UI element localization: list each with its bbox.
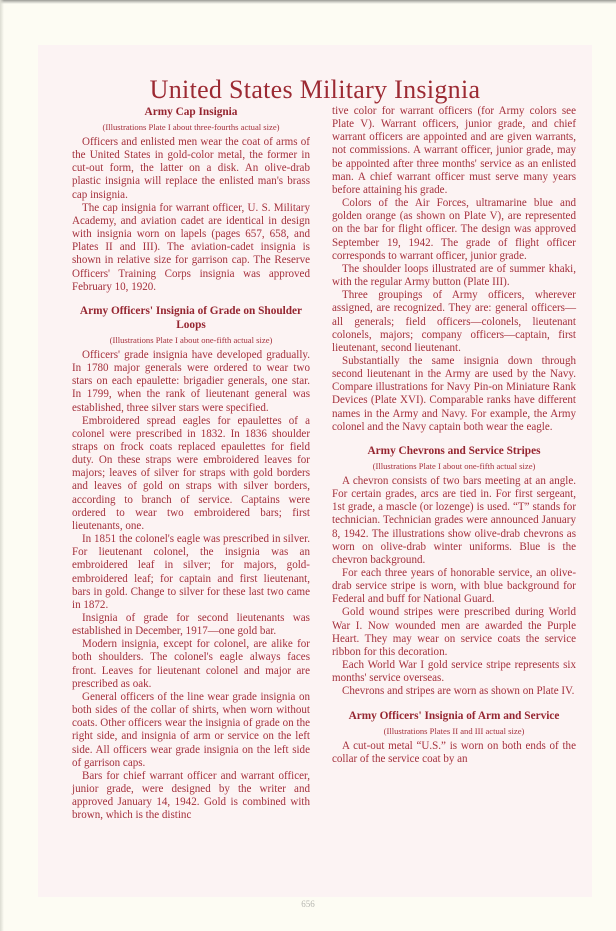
section-continued-text bbox=[332, 105, 576, 434]
section-army-cap-insignia bbox=[72, 105, 310, 294]
left-column bbox=[72, 105, 310, 823]
paragraph: Officers and enlisted men wear the coat of arms of the United States in gold-color metal, the former in cut-out form, the latter on a disk. An olive-drab plastic insignia will replace the enlisted man's brass cap insignia. bbox=[72, 136, 310, 201]
page-title: United States Military Insignia bbox=[149, 75, 481, 105]
section-heading: Army Officers' Insignia of Grade on Shoulder Loops bbox=[79, 304, 303, 331]
section-chevrons-service-stripes bbox=[332, 444, 576, 699]
section-arm-and-service-insignia bbox=[332, 709, 576, 766]
section-subheading: (Illustrations Plate I about one-fifth actual size) bbox=[109, 334, 273, 345]
paragraph: Gold wound stripes were prescribed during World War I. Now wounded men are awarded the Purple Heart. They may wear on service coats the service ribbon for this decoration. bbox=[332, 606, 576, 658]
section-heading: Army Chevrons and Service Stripes bbox=[367, 444, 541, 457]
paragraph: A chevron consists of two bars meeting at an angle. For certain grades, arcs are tied in. For first sergeant, 1st grade, a mascle (or lozenge) is used. “T” stands for technician. Technician grades were announced January 8, 1942. The illustrations show olive-drab chevrons as worn on olive-drab winter uniforms. Blue is the chevron background. bbox=[332, 474, 576, 566]
scan-top-edge bbox=[0, 0, 616, 4]
section-subheading: (Illustrations Plates II and III actual size) bbox=[383, 725, 525, 736]
paragraph: The shoulder loops illustrated are of summer khaki, with the regular Army button (Plate III). bbox=[332, 262, 576, 289]
section-heading: Army Cap Insignia bbox=[144, 106, 238, 118]
paragraph: Three groupings of Army officers, wherever assigned, are recognized. They are: general officers—all generals; field officers—colonels, lieutenant colonels, majors; company officers—captain, first lieutenant, second lieutenant. bbox=[332, 289, 576, 354]
paragraph: Bars for chief warrant officer and warrant officer, junior grade, were designed by the writer and approved January 14, 1942. Gold is combined with brown, which is the distinc bbox=[72, 769, 310, 822]
paragraph: A cut-out metal “U.S.” is worn on both ends of the collar of the service coat by an bbox=[332, 739, 576, 765]
section-subheading: (Illustrations Plate I about one-fifth actual size) bbox=[372, 460, 536, 471]
section-subheading: (Illustrations Plate I about three-fourths actual size) bbox=[102, 122, 280, 132]
paragraph: For each three years of honorable service, an olive-drab service stripe is worn, with blue background for Federal and buff for National Guard. bbox=[332, 567, 576, 606]
paragraph: Modern insignia, except for colonel, are alike for both shoulders. The colonel's eagle always faces front. Leaves for lieutenant colonel and major are prescribed as oak. bbox=[72, 638, 310, 690]
paragraph: Insignia of grade for second lieutenants was established in December, 1917—one gold bar. bbox=[72, 612, 310, 638]
paragraph: Each World War I gold service stripe represents six months' service overseas. bbox=[332, 659, 576, 685]
right-column bbox=[332, 105, 576, 766]
paragraph: Colors of the Air Forces, ultramarine blue and golden orange (as shown on Plate V), are represented on the bar for flight officer. The design was approved September 19, 1942. The grade of flight officer corresponds to warrant officer, junior grade. bbox=[332, 197, 576, 262]
paragraph: tive color for warrant officers (for Army colors see Plate V). Warrant officers, junior grade, and chief warrant officers are appointed and are given warrants, not commissions. A warrant officer, junior grade, may be appointed after three months' service as an enlisted man. A chief warrant officer must serve many years before attaining his grade. bbox=[332, 105, 576, 196]
section-officers-grade-insignia bbox=[72, 304, 310, 823]
paragraph: Chevrons and stripes are worn as shown on Plate IV. bbox=[342, 685, 575, 698]
paragraph: The cap insignia for warrant officer, U. S. Military Academy, and aviation cadet are identical in design with insignia worn on lapels (pages 657, 658, and Plates II and III). The aviation-cadet insignia is shown in relative size for garrison cap. The Reserve Officers' Training Corps insignia was approved February 10, 1920. bbox=[72, 201, 310, 293]
scan-left-edge bbox=[0, 0, 4, 931]
paragraph: Embroidered spread eagles for epaulettes of a colonel were prescribed in 1832. In 1836 shoulder straps on frock coats replaced epaulettes for field duty. On these straps were embroidered leaves for majors; leaves of silver for straps with gold borders and leaves of gold on straps with silver borders, according to branch of service. Captains were ordered to wear two embroidered bars; first lieutenants, one. bbox=[72, 414, 310, 532]
document-page bbox=[38, 45, 592, 897]
paragraph: Officers' grade insignia have developed gradually. In 1780 major generals were ordered to wear two stars on each epaulette: brigadier generals, one star. In 1799, when the rank of lieutenant general was established, three silver stars were specified. bbox=[72, 348, 310, 414]
paragraph: Substantially the same insignia down through second lieutenant in the Army are used by the Navy. Compare illustrations for Navy Pin-on Miniature Rank Devices (Plate XVI). Comparable ranks have different names in the Army and Navy. For example, the Army colonel and the Navy captain both wear the eagle. bbox=[332, 354, 576, 433]
page-number: 656 bbox=[301, 899, 315, 909]
paragraph: General officers of the line wear grade insignia on both sides of the collar of shirts, when worn without coats. Other officers wear the insignia of grade on the right side, and insignia of arm or service on the left side. All officers wear grade insignia on the left side of garrison caps. bbox=[72, 690, 310, 769]
paragraph: In 1851 the colonel's eagle was prescribed in silver. For lieutenant colonel, the insignia was an embroidered leaf in silver; for majors, gold-embroidered leaf; for captain and first lieutenant, bars in gold. Change to silver for these last two came in 1872. bbox=[72, 533, 310, 611]
section-heading: Army Officers' Insignia of Arm and Service bbox=[348, 709, 560, 722]
